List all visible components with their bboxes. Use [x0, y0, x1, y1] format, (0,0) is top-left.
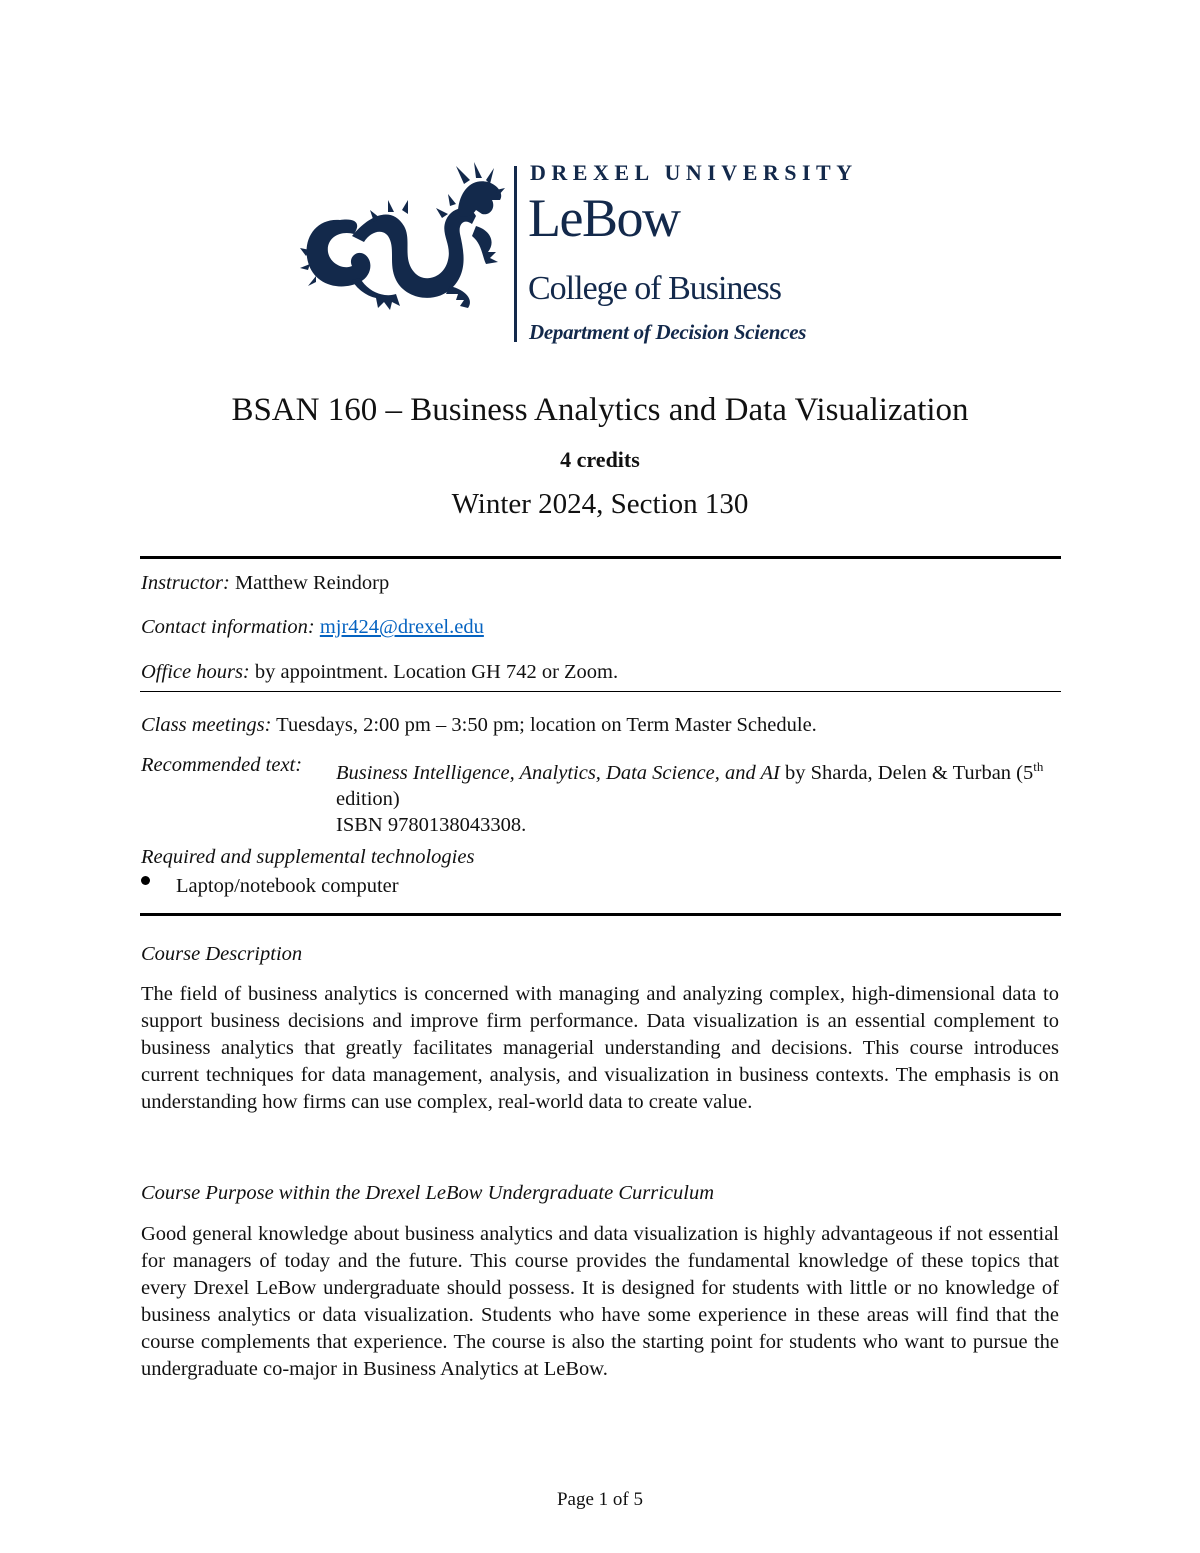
- recommended-text-label: Recommended text:: [141, 754, 303, 776]
- instructor-name: Matthew Reindorp: [229, 572, 390, 594]
- logo-college-name: College of Business: [528, 270, 781, 307]
- logo-department-name: Department of Decision Sciences: [529, 320, 807, 344]
- recommended-text-title: Business Intelligence, Analytics, Data Science, and AI: [336, 761, 780, 784]
- recommended-text-authors: by Sharda, Delen & Turban (5: [779, 761, 1034, 784]
- logo-university-name: DREXEL UNIVERSITY: [530, 160, 858, 185]
- course-credits: 4 credits: [560, 447, 640, 472]
- office-hours-line: [141, 661, 618, 684]
- technologies-label: Required and supplemental technologies: [141, 846, 475, 868]
- recommended-text-body: [336, 754, 1056, 838]
- instructor-label: Instructor:: [141, 572, 230, 594]
- logo-divider: [514, 166, 517, 342]
- recommended-text-edition: edition): [336, 787, 400, 810]
- course-purpose-heading: Course Purpose within the Drexel LeBow Undergraduate Curriculum: [141, 1182, 715, 1204]
- course-title: BSAN 160 – Business Analytics and Data Visualization: [231, 392, 969, 428]
- class-meetings-label: Class meetings:: [141, 714, 272, 736]
- bullet-icon: [141, 876, 150, 885]
- recommended-text-isbn: ISBN 9780138043308.: [336, 813, 527, 836]
- divider-bottom: [140, 913, 1061, 916]
- logo-school-name: LeBow: [528, 188, 680, 248]
- class-meetings-line: [141, 714, 817, 737]
- course-description-text: The field of business analytics is concerned with managing and analyzing complex, high-dimensional data to support business decisions and improve firm performance. Data visualization is an essential complement to business analytics that greatly facilitates managerial understanding and decisions. This course introduces current techniques for data management, analysis, and visualization in business contexts. The emphasis is on understanding how firms can use complex, real-world data to create value.: [141, 983, 1059, 1113]
- technology-item: Laptop/notebook computer: [176, 875, 399, 897]
- divider-top: [140, 556, 1061, 559]
- recommended-text-sup: th: [1033, 759, 1044, 774]
- office-hours-label: Office hours:: [141, 661, 250, 683]
- course-description-heading: Course Description: [141, 943, 303, 965]
- page-number: Page 1 of 5: [556, 1489, 643, 1510]
- contact-line: [141, 616, 484, 639]
- instructor-line: [141, 572, 389, 595]
- office-hours-value: by appointment. Location GH 742 or Zoom.: [249, 661, 619, 683]
- email-link[interactable]: mjr424@drexel.edu: [319, 616, 484, 638]
- course-purpose-text: Good general knowledge about business analytics and data visualization is highly advantageous if not essential for managers of today and the future. This course provides the fundamental knowledge of these topics that every Drexel LeBow undergraduate should possess. It is designed for students with little or no knowledge of business analytics or data visualization. Students who have some experience in these areas will find that the course complements that experience. The course is also the starting point for students who want to pursue the undergraduate co-major in Business Analytics at LeBow.: [141, 1223, 1059, 1380]
- divider-middle: [140, 691, 1061, 692]
- contact-label: Contact information:: [141, 616, 315, 638]
- dragon-logo-icon: [300, 160, 505, 310]
- course-term: Winter 2024, Section 130: [451, 488, 749, 520]
- class-meetings-value: Tuesdays, 2:00 pm – 3:50 pm; location on Term Master Schedule.: [271, 714, 817, 736]
